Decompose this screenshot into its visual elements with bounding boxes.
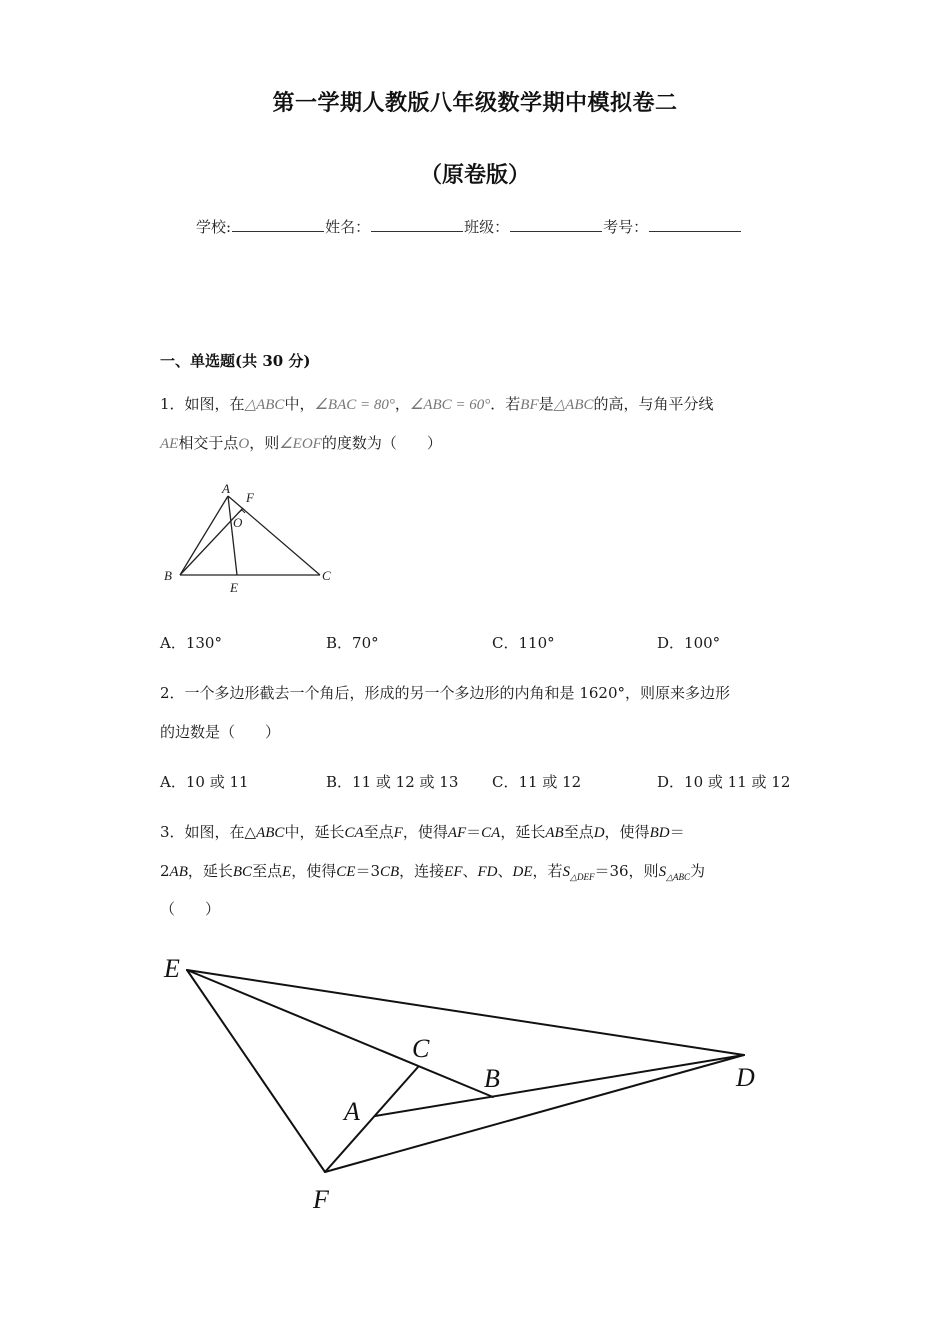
label-A: A bbox=[222, 481, 230, 496]
option-key: B． bbox=[326, 773, 353, 791]
area-symbol: S bbox=[658, 864, 667, 880]
option-text: 70° bbox=[352, 634, 379, 652]
text: 至点 bbox=[563, 823, 594, 841]
math-expr: ∠EOF bbox=[279, 436, 322, 452]
option-text: 10 或 11 bbox=[185, 773, 249, 791]
math-expr: ∠ABC = 60° bbox=[409, 397, 491, 413]
area-symbol: S bbox=[562, 864, 571, 880]
label-E: E bbox=[230, 580, 238, 595]
text: 至点 bbox=[252, 862, 283, 880]
text: ， bbox=[394, 395, 410, 413]
math-expr: DE bbox=[512, 864, 533, 880]
text: 如图，在 bbox=[184, 395, 245, 413]
question-3-geometry-figure bbox=[150, 940, 810, 1220]
option-text: 11 或 12 或 13 bbox=[352, 773, 459, 791]
option-key: C． bbox=[492, 634, 519, 652]
text: 为 bbox=[689, 862, 705, 880]
answer-bracket: （ ） bbox=[160, 900, 221, 918]
question-number: 3． bbox=[160, 823, 185, 841]
option-text: 100° bbox=[684, 634, 721, 652]
math-expr: F bbox=[393, 825, 403, 841]
question-1-option-a[interactable] bbox=[160, 632, 222, 653]
school-label: 学校: bbox=[196, 218, 232, 236]
text: ＝36，则 bbox=[594, 862, 659, 880]
math-expr: △ABC bbox=[244, 397, 285, 413]
question-text: 的边数是（ ） bbox=[160, 723, 281, 741]
math-expr: △ABC bbox=[553, 397, 594, 413]
math-expr: EF bbox=[444, 864, 463, 880]
text: ，延长 bbox=[187, 862, 233, 880]
label-F: F bbox=[246, 490, 254, 505]
student-info-row bbox=[196, 216, 742, 237]
name-field[interactable] bbox=[371, 216, 463, 232]
question-2-option-a[interactable] bbox=[160, 771, 249, 792]
math-expr: BD bbox=[649, 825, 670, 841]
option-text: 110° bbox=[518, 634, 555, 652]
text: 的度数为（ ） bbox=[321, 434, 442, 452]
text: 相交于点 bbox=[178, 434, 239, 452]
option-key: A． bbox=[160, 634, 186, 652]
math-expr: FD bbox=[477, 864, 498, 880]
question-2-line-2 bbox=[160, 721, 280, 742]
text: ，连接 bbox=[399, 862, 445, 880]
math-expr: AE bbox=[160, 436, 179, 452]
question-1-option-d[interactable] bbox=[657, 632, 720, 653]
text: ，若 bbox=[532, 862, 563, 880]
page-subtitle: （原卷版） bbox=[419, 163, 530, 188]
text: ，则 bbox=[249, 434, 280, 452]
text: 是 bbox=[538, 395, 554, 413]
math-expr: CA bbox=[344, 825, 364, 841]
class-field[interactable] bbox=[510, 216, 602, 232]
question-2-line-1 bbox=[160, 682, 730, 703]
label-A: A bbox=[344, 1097, 360, 1126]
text: ＝ bbox=[466, 823, 482, 841]
text: 至点 bbox=[363, 823, 394, 841]
math-expr: AB bbox=[169, 864, 188, 880]
exam-number-label: 考号： bbox=[603, 218, 649, 236]
exam-number-field[interactable] bbox=[649, 216, 741, 232]
area-subscript: △ABC bbox=[666, 872, 690, 882]
math-expr: CB bbox=[379, 864, 400, 880]
text: 中，延长 bbox=[284, 823, 345, 841]
option-text: 130° bbox=[185, 634, 222, 652]
label-D: D bbox=[736, 1063, 755, 1092]
math-expr: D bbox=[593, 825, 605, 841]
question-number: 1． bbox=[160, 395, 185, 413]
text: ．若 bbox=[490, 395, 521, 413]
math-expr: ∠BAC = 80° bbox=[314, 397, 395, 413]
text: ，使得 bbox=[402, 823, 448, 841]
label-B: B bbox=[164, 568, 172, 583]
text: 中， bbox=[284, 395, 315, 413]
label-B: B bbox=[484, 1064, 500, 1093]
text: ，使得 bbox=[291, 862, 337, 880]
class-label: 班级： bbox=[464, 218, 510, 236]
question-1-line-2 bbox=[160, 432, 442, 453]
option-key: D． bbox=[657, 634, 685, 652]
text: 如图，在△ bbox=[184, 823, 257, 841]
question-3-line-3 bbox=[160, 898, 220, 919]
label-C: C bbox=[322, 568, 331, 583]
question-2-option-b[interactable] bbox=[326, 771, 458, 792]
option-key: C． bbox=[492, 773, 519, 791]
question-1-line-1 bbox=[160, 393, 714, 414]
option-key: A． bbox=[160, 773, 186, 791]
option-text: 11 或 12 bbox=[518, 773, 582, 791]
text: 、 bbox=[462, 862, 478, 880]
math-expr: BC bbox=[232, 864, 253, 880]
math-expr: O bbox=[238, 436, 250, 452]
question-3-line-2 bbox=[160, 860, 705, 883]
option-key: D． bbox=[657, 773, 685, 791]
area-subscript: △DEF bbox=[570, 872, 595, 882]
question-2-option-d[interactable] bbox=[657, 771, 790, 792]
label-O: O bbox=[233, 515, 243, 530]
math-expr: CA bbox=[481, 825, 501, 841]
label-C: C bbox=[412, 1034, 430, 1063]
math-expr: CE bbox=[336, 864, 356, 880]
name-label: 姓名： bbox=[325, 218, 371, 236]
section-heading: 一、单选题(共 30 分) bbox=[160, 352, 311, 370]
question-number: 2． bbox=[160, 684, 185, 702]
school-field[interactable] bbox=[232, 216, 324, 232]
question-1-triangle-figure bbox=[155, 475, 355, 600]
option-text: 10 或 11 或 12 bbox=[684, 773, 791, 791]
text: 的高，与角平分线 bbox=[593, 395, 714, 413]
text: ＝3 bbox=[355, 862, 380, 880]
text: ，延长 bbox=[500, 823, 546, 841]
math-expr: E bbox=[282, 864, 292, 880]
question-1-option-c[interactable] bbox=[492, 632, 555, 653]
math-expr: ABC bbox=[256, 825, 285, 841]
page-title: 第一学期人教版八年级数学期中模拟卷二 bbox=[272, 91, 678, 116]
math-expr: BF bbox=[520, 397, 539, 413]
option-key: B． bbox=[326, 634, 353, 652]
text: 、 bbox=[497, 862, 513, 880]
label-F: F bbox=[313, 1185, 329, 1214]
question-text: 一个多边形截去一个角后，形成的另一个多边形的内角和是 1620°，则原来多边形 bbox=[184, 684, 730, 702]
question-1-option-b[interactable] bbox=[326, 632, 379, 653]
math-expr: AB bbox=[545, 825, 564, 841]
question-3-line-1 bbox=[160, 821, 685, 842]
label-E: E bbox=[164, 954, 180, 983]
text: 2 bbox=[160, 862, 170, 880]
text: ，使得 bbox=[604, 823, 650, 841]
question-2-option-c[interactable] bbox=[492, 771, 581, 792]
math-expr: AF bbox=[447, 825, 467, 841]
text: ＝ bbox=[669, 823, 685, 841]
